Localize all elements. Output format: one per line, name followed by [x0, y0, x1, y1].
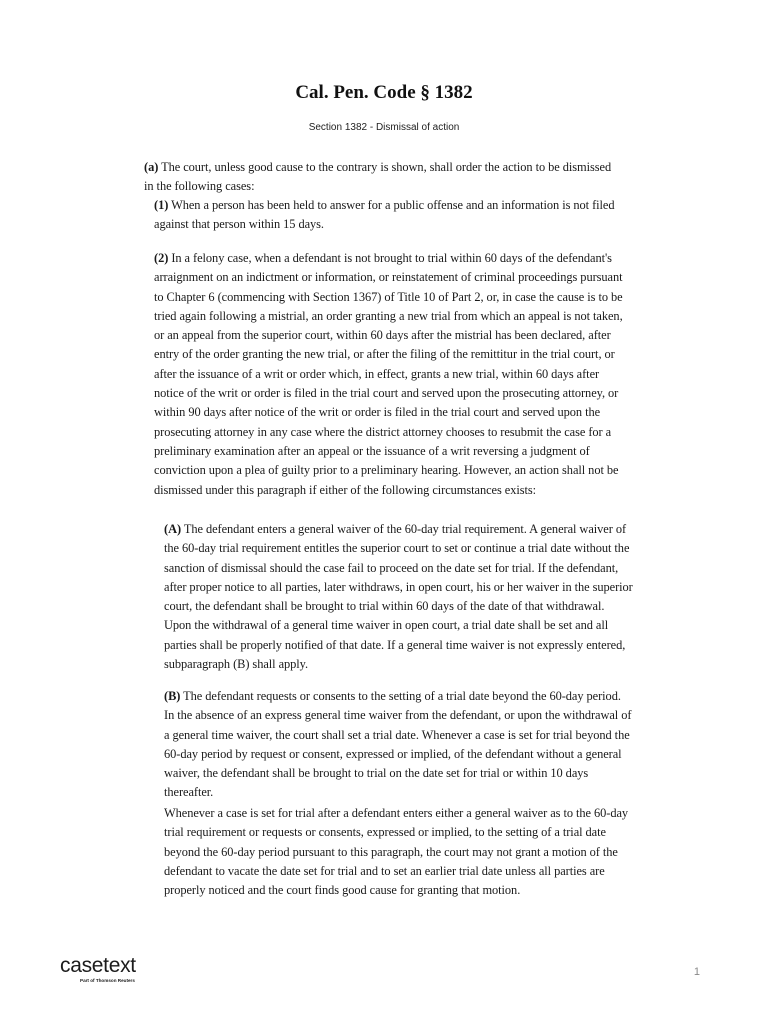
subparagraph-B-text: The defendant requests or consents to the setting of a trial date beyond the 60-day period. In the absence of an express general time waiver from the defendant, or upon the withdrawal of a general time waiver, the court shall set a trial date. Whenever a case is set for trial beyond the 60-day period by request or consent, expressed or implied, of the defendant without a general waiver, the defendant shall be brought to trial on the date set for trial or within 10 days thereafter. — [164, 689, 632, 800]
paragraph-1-label: (1) — [154, 198, 169, 212]
paragraph-a — [144, 158, 614, 197]
logo-text: casetext — [60, 954, 136, 977]
subparagraph-B — [164, 687, 634, 803]
subparagraph-A-label: (A) — [164, 522, 182, 536]
page-number: 1 — [693, 966, 700, 978]
subparagraph-A — [164, 520, 634, 674]
subparagraph-A-text: The defendant enters a general waiver of the 60-day trial requirement. A general waiver of the 60-day trial requirement entitles the superior court to set or continue a trial date without the sanction of dismissal should the case fail to proceed on the date set for trial. If the defendant, after proper notice to all parties, later withdraws, in open court, his or her waiver in the superior court, the defendant shall be brought to trial within 60 days of the date of that withdrawal. Upon the withdrawal of a general time waiver in open court, a trial date shall be set and all parties shall be properly notified of that date. If a general time waiver is not expressly entered, subparagraph (B) shall apply. — [164, 522, 633, 672]
paragraph-2-text: In a felony case, when a defendant is not brought to trial within 60 days of the defendant's arraignment on an indictment or information, or reinstatement of criminal proceedings pursuant to Chapter 6 (commencing with Section 1367) of Title 10 of Part 2, or, in case the cause is to be tried again following a mistrial, an order granting a new trial from which an appeal is not taken, or an appeal from the superior court, within 60 days after the mistrial has been declared, after entry of the order granting the new trial, or after the filing of the remittitur in the trial court, or after the issuance of a writ or order which, in effect, grants a new trial, within 60 days after notice of the writ or order is filed in the trial court and served upon the prosecuting attorney, or within 90 days after notice of the writ or order is filed in the trial court and served upon the prosecuting attorney in any case where the district attorney chooses to resubmit the case for a preliminary examination after an appeal or the issuance of a writ reversing a judgment of conviction upon a plea of guilty prior to a preliminary hearing. However, an action shall not be dismissed under this paragraph if either of the following circumstances exists: — [154, 251, 623, 497]
paragraph-a-text: The court, unless good cause to the contrary is shown, shall order the action to be dismissed in the following cases: — [144, 160, 612, 194]
paragraph-a-label: (a) — [144, 160, 159, 174]
paragraph-1-text: When a person has been held to answer for a public offense and an information is not filed against that person within 15 days. — [154, 198, 615, 232]
subparagraph-B-label: (B) — [164, 689, 181, 703]
page-title: Cal. Pen. Code § 1382 — [295, 82, 473, 103]
paragraph-2-label: (2) — [154, 251, 169, 265]
logo-subtext: Part of Thomson Reuters — [80, 978, 135, 983]
paragraph-2 — [154, 249, 632, 500]
casetext-logo — [60, 954, 150, 986]
section-subtitle: Section 1382 - Dismissal of action — [308, 122, 460, 133]
subparagraph-B-continued: Whenever a case is set for trial after a defendant enters either a general waiver as to the 60-day trial requirement or requests or consents, expressed or implied, to the setting of a trial date beyond the 60-day period pursuant to this paragraph, the court may not grant a motion of the defendant to vacate the date set for trial and to set an earlier trial date unless all parties are properly noticed and the court finds good cause for granting that motion. — [164, 806, 629, 898]
paragraph-1 — [154, 196, 630, 235]
